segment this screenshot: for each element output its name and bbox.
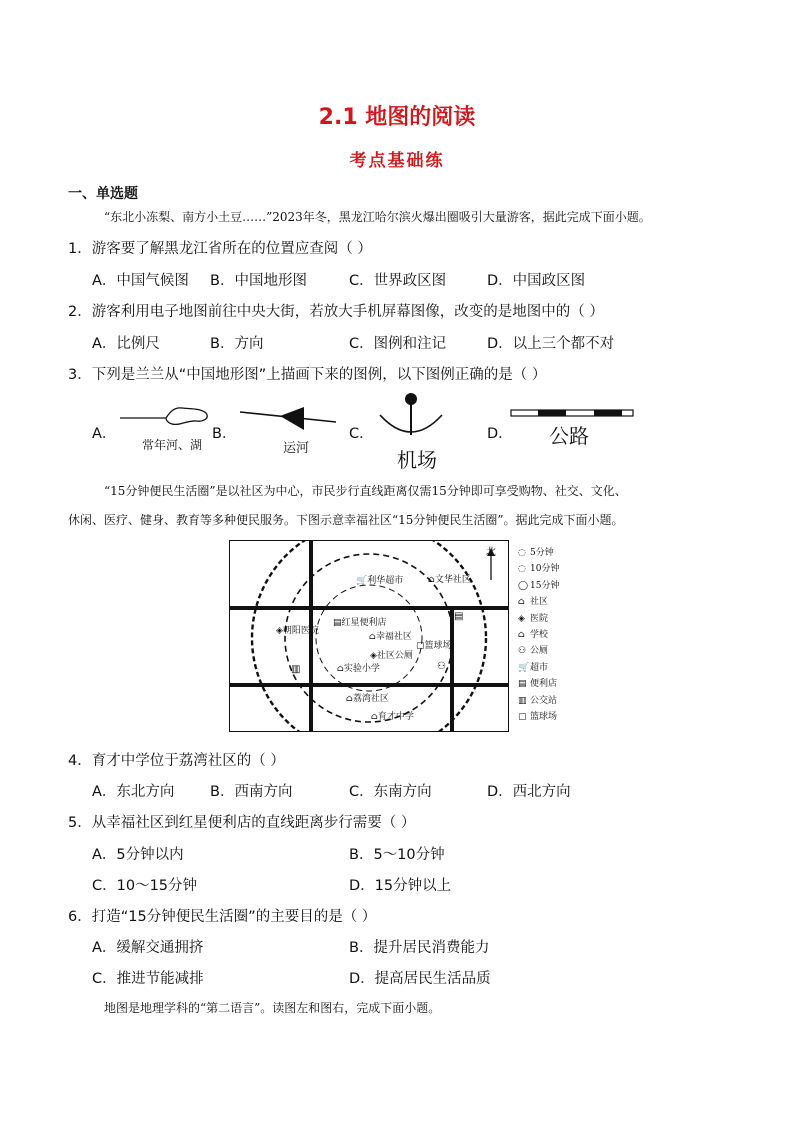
airport-symbol-icon: [376, 391, 446, 441]
q4-option-a[interactable]: A．东北方向: [92, 784, 175, 800]
map-place-gongce: ◈社区公厕: [370, 651, 413, 661]
school-icon: ⌂: [337, 664, 344, 674]
map-place-wenhua: ⌂文华社区: [428, 575, 471, 585]
legend-community: ⌂ 社区: [518, 594, 559, 610]
q1-option-c[interactable]: C．世界政区图: [349, 273, 447, 289]
legend-10min: ◌ 10分钟: [518, 561, 559, 577]
legend-label-airport: 机场: [397, 448, 437, 472]
map-place-hongxing: ▤红星便利店: [333, 618, 387, 628]
q3-option-c[interactable]: C．: [349, 426, 374, 442]
legend-5min: ◌ 5分钟: [518, 545, 559, 561]
question-6-stem: 6．打造“15分钟便民生活圈”的主要目的是（ ）: [68, 909, 377, 925]
section-heading: 一、单选题: [68, 186, 138, 202]
page-title: 2.1 地图的阅读: [318, 105, 476, 130]
community-map: [229, 540, 509, 732]
q3-option-d[interactable]: D．: [487, 426, 513, 442]
basketball-court-icon: ▢: [416, 641, 425, 651]
question-2-stem: 2．游客利用电子地图前往中央大街，若放大手机屏幕图像，改变的是地图中的（ ）: [68, 304, 604, 320]
dashed-circle-icon: ◌: [518, 548, 526, 558]
legend-label-river-lake: 常年河、湖: [142, 438, 203, 452]
dashed-circle-icon: ◌: [518, 564, 526, 575]
legend-15min: ◯ 15分钟: [518, 578, 559, 594]
q5-option-d[interactable]: D．15分钟以上: [349, 878, 452, 894]
community-icon: ⌂: [369, 632, 376, 642]
question-5-stem: 5．从幸福社区到红星便利店的直线距离步行需要（ ）: [68, 815, 416, 831]
q5-option-b[interactable]: B．5～10分钟: [349, 847, 445, 863]
school-icon: ⌂: [371, 712, 378, 722]
hospital-icon: ◈: [276, 626, 283, 636]
convenience-store-icon: ▤: [333, 618, 342, 628]
legend-school: ⌂ 学校: [518, 627, 559, 643]
question-1-stem: 1．游客要了解黑龙江省所在的位置应查阅（ ）: [68, 241, 372, 257]
map-place-yucai: ⌂育才中学: [371, 712, 414, 722]
map-place-shiyan: ⌂实验小学: [337, 664, 380, 674]
bus-stop-icon: ▥: [518, 695, 527, 706]
q5-option-c[interactable]: C．10～15分钟: [92, 878, 198, 894]
q4-option-c[interactable]: C．东南方向: [349, 784, 432, 800]
q4-option-d[interactable]: D．西北方向: [487, 784, 571, 800]
q5-option-a[interactable]: A．5分钟以内: [92, 847, 184, 863]
river-lake-symbol-icon: [118, 404, 213, 428]
map-place-chaoyang: ◈朝阳医院: [276, 626, 319, 636]
q3-option-b[interactable]: B．: [212, 426, 237, 442]
page-subtitle: 考点基础练: [349, 151, 445, 171]
north-label: 北: [486, 547, 496, 558]
community-icon: ⌂: [346, 694, 353, 704]
q6-option-c[interactable]: C．推进节能减排: [92, 971, 204, 987]
q1-option-b[interactable]: B．中国地形图: [210, 273, 307, 289]
bus-stop-icon: ▥: [291, 664, 301, 675]
question-4-stem: 4．育才中学位于荔湾社区的（ ）: [68, 753, 285, 769]
canal-symbol-icon: [238, 404, 338, 434]
convenience-store-icon: ▤: [454, 611, 464, 622]
q2-option-a[interactable]: A．比例尺: [92, 336, 160, 352]
question-3-stem: 3．下列是兰兰从“中国地形图”上描画下来的图例，以下图例正确的是（ ）: [68, 367, 547, 383]
legend-label-canal: 运河: [283, 441, 310, 456]
highway-symbol-icon: [510, 409, 634, 419]
map-place-lihua: 🛒利华超市: [356, 576, 404, 586]
map-place-lanqiu: ▢篮球场: [416, 641, 452, 651]
passage-2-line-2: 休闲、医疗、健身、教育等多种便民服务。下图示意幸福社区“15分钟便民生活圈”。据此完成下面小题。: [68, 513, 624, 527]
q3-option-a[interactable]: A．: [92, 426, 117, 442]
toilet-icon: ◈: [370, 651, 377, 661]
q2-option-c[interactable]: C．图例和注记: [349, 336, 447, 352]
legend-bus-stop: ▥ 公交站: [518, 693, 559, 709]
map-place-liwan: ⌂荔湾社区: [346, 694, 389, 704]
map-legend: [518, 545, 559, 725]
legend-label-highway: 公路: [549, 424, 589, 448]
legend-hospital: ◈ 医院: [518, 611, 559, 627]
legend-convenience-store: ▤ 便利店: [518, 676, 559, 692]
passage-2-line-1: “15分钟便民生活圈”是以社区为中心，市民步行直线距离仅需15分钟即可享受购物、社交、文化、: [104, 484, 627, 498]
q6-option-b[interactable]: B．提升居民消费能力: [349, 940, 490, 956]
q2-option-b[interactable]: B．方向: [210, 336, 264, 352]
supermarket-icon: 🛒: [518, 662, 530, 673]
map-place-xingfu: ⌂幸福社区: [369, 632, 412, 642]
supermarket-icon: 🛒: [356, 576, 368, 586]
toilet-icon: ⚇: [518, 646, 527, 657]
basketball-court-icon: ▢: [518, 712, 527, 723]
q2-option-d[interactable]: D．以上三个都不对: [487, 336, 615, 352]
q4-option-b[interactable]: B．西南方向: [210, 784, 293, 800]
hospital-icon: ◈: [518, 613, 525, 624]
convenience-store-icon: ▤: [518, 679, 527, 690]
q1-option-a[interactable]: A．中国气候图: [92, 273, 189, 289]
passage-1: “东北小冻梨、南方小土豆……”2023年冬，黑龙江哈尔滨火爆出圈吸引大量游客，据此完成下面小题。: [104, 210, 651, 224]
legend-toilet: ⚇ 公厕: [518, 643, 559, 659]
dashed-circle-icon: ◯: [518, 580, 529, 591]
q6-option-d[interactable]: D．提高居民生活品质: [349, 971, 491, 987]
passage-3: 地图是地理学科的“第二语言”。读图左和图右，完成下面小题。: [104, 1001, 441, 1015]
community-icon: ⌂: [428, 575, 435, 585]
community-icon: ⌂: [518, 597, 525, 608]
school-icon: ⌂: [518, 630, 525, 641]
legend-basketball-court: ▢ 篮球场: [518, 709, 559, 725]
q6-option-a[interactable]: A．缓解交通拥挤: [92, 940, 204, 956]
toilet-icon: ⚇: [437, 661, 446, 672]
legend-supermarket: 🛒超市: [518, 660, 559, 676]
q1-option-d[interactable]: D．中国政区图: [487, 273, 586, 289]
